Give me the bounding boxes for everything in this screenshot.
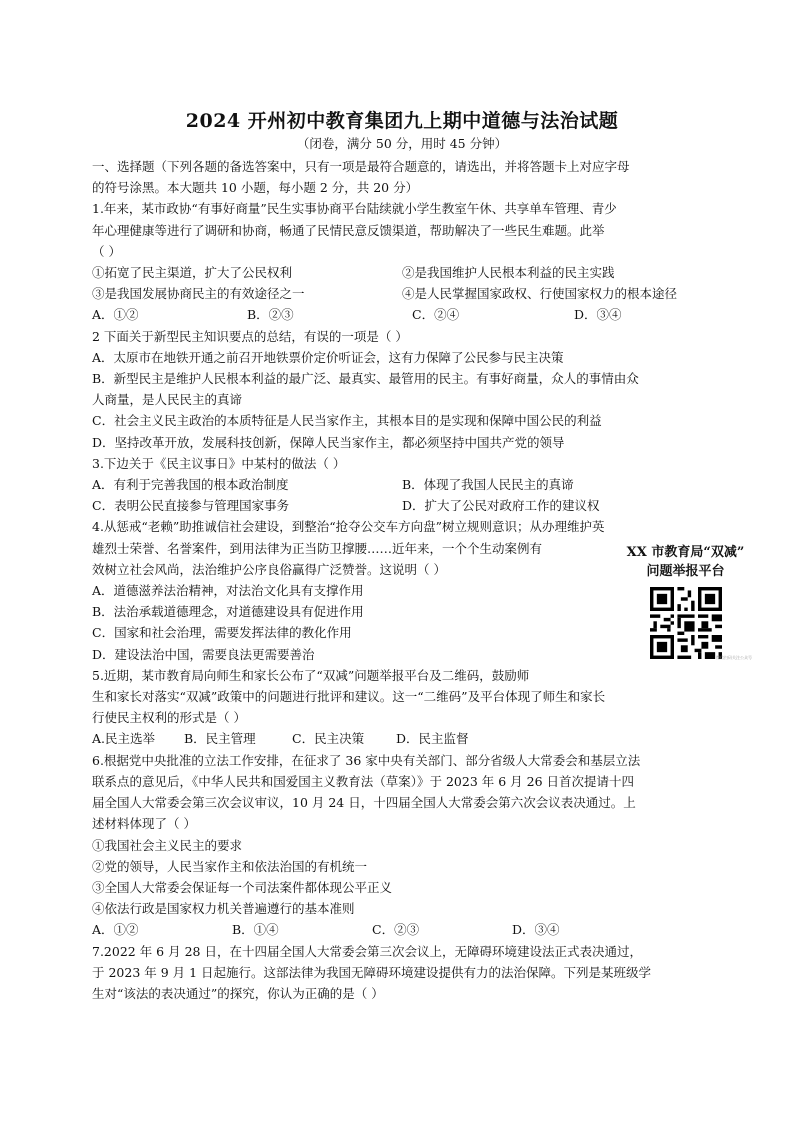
page-title: 2024 开州初中教育集团九上期中道德与法治试题 [185, 110, 619, 132]
question-1-statements [92, 262, 712, 283]
section-intro-line: 一、选择题（下列各题的备选答案中，只有一项是最符合题意的，请选出，并将答题卡上对应字母 [92, 159, 630, 174]
option-b-continued: 人商量，是人民民主的真谛 [92, 392, 243, 408]
question-6-stem: 届全国人大常委会第三次会议审议，10 月 24 日，十四届全国人大常委会第六次会议表决通过。上 [92, 795, 636, 811]
option-d: D．民主监督 [396, 731, 469, 747]
statement-3: ③是我国发展协商民主的有效途径之一 [92, 286, 305, 302]
question-7-stem: 生对“该法的表决通过”的探究，你认为正确的是（ ） [92, 985, 384, 1001]
question-1-stem: （ ） [92, 243, 121, 259]
option-d: D．建设法治中国，需要良法更需要善治 [92, 646, 315, 662]
qr-code-icon[interactable] [650, 587, 722, 659]
question-1-statements [92, 283, 712, 304]
statement-2: ②党的领导，人民当家作主和依法治国的有机统一 [92, 858, 368, 874]
question-4-stem: 4.从惩戒“老赖”助推诚信社会建设，到整治“抢夺公交车方向盘”树立规则意识；从办理维护英 [92, 519, 605, 535]
option-c: C．社会主义民主政治的本质特征是人民当家作主，其根本目的是实现和保障中国公民的利益 [92, 413, 602, 429]
option-a: A.民主选举 [92, 731, 156, 747]
question-5-stem: 生和家长对落实“双减”政策中的问题进行批评和建议。这一“二维码”及平台体现了师生和家长 [92, 689, 606, 705]
option-a: A．道德滋养法治精神，对法治文化具有支撑作用 [92, 583, 364, 599]
qr-caption: 问题举报平台 [646, 564, 725, 579]
question-4-stem: 效树立社会风尚，法治维护公序良俗赢得广泛赞誉。这说明（ ） [92, 561, 446, 577]
question-6-options [92, 919, 712, 940]
question-1-stem: 年心理健康等进行了调研和协商，畅通了民情民意反馈渠道，帮助解决了一些民生难题。此举 [92, 222, 605, 238]
question-4-stem: 雄烈士荣誉、名誉案件，到用法律为正当防卫撑腰……近年来，一个个生动案例有 [92, 540, 543, 556]
option-b: B．法治承载道德理念，对道德建设具有促进作用 [92, 604, 364, 620]
question-3-options [92, 474, 712, 495]
page-subtitle: （闭卷，满分 50 分，用时 45 分钟） [296, 136, 508, 151]
option-a: A．①② [92, 922, 139, 938]
option-a: A．太原市在地铁开通之前召开地铁票价定价听证会，这有力保障了公民参与民主决策 [92, 349, 564, 365]
statement-2: ②是我国维护人民根本利益的民主实践 [402, 265, 615, 281]
option-c: C．国家和社会治理，需要发挥法律的教化作用 [92, 625, 352, 641]
section-intro-line: 的符号涂黑。本大题共 10 小题，每小题 2 分，共 20 分） [92, 180, 419, 196]
question-5-options [92, 728, 712, 749]
question-6-stem: 6.根据党中央批准的立法工作安排，在征求了 36 家中央有关部门、部分省级人大常委会和基层立法 [92, 752, 641, 768]
statement-1: ①我国社会主义民主的要求 [92, 837, 243, 853]
qr-code-panel [618, 543, 753, 663]
option-c: C．表明公民直接参与管理国家事务 [92, 498, 290, 514]
question-5-stem: 5.近期，某市教育局向师生和家长公布了“双减”问题举报平台及二维码，鼓励师 [92, 667, 530, 683]
option-c: C．②④ [412, 307, 460, 323]
question-1-options [92, 304, 712, 325]
qr-footnote: 微信扫码关注公众号 [716, 655, 752, 660]
option-b: B．新型民主是维护人民根本利益的最广泛、最真实、最管用的民主。有事好商量，众人的事情由众 [92, 371, 639, 387]
option-d: D．坚持改革开放，发展科技创新，保障人民当家作主，都必须坚持中国共产党的领导 [92, 434, 565, 450]
question-6-stem: 述材料体现了（ ） [92, 816, 196, 832]
option-d: D．③④ [574, 307, 622, 323]
option-a: A．有利于完善我国的根本政治制度 [92, 477, 289, 493]
option-b: B．②③ [247, 307, 294, 323]
question-1-stem: 1.年来，某市政协“有事好商量”民生实事协商平台陆续就小学生教室午休、共享单车管理、青少 [92, 201, 617, 217]
statement-3: ③全国人大常委会保证每一个司法案件都体现公平正义 [92, 879, 393, 895]
statement-4: ④依法行政是国家权力机关普遍遵行的基本准则 [92, 901, 355, 917]
question-3-stem: 3.下边关于《民主议事日》中某村的做法（ ） [92, 455, 346, 471]
question-5-stem: 行使民主权利的形式是（ ） [92, 710, 246, 726]
option-d: D．③④ [512, 922, 560, 938]
option-b: B．民主管理 [184, 731, 256, 747]
option-b: B．体现了我国人民民主的真谛 [402, 477, 574, 493]
qr-caption: XX 市教育局“双减” [626, 545, 745, 560]
question-7-stem: 7.2022 年 6 月 28 日，在十四届全国人大常委会第三次会议上，无障碍环境建设法正式表决通过， [92, 943, 642, 959]
option-b: B．①④ [232, 922, 279, 938]
option-c: C．②③ [372, 922, 420, 938]
question-3-options [92, 495, 712, 516]
option-a: A．①② [92, 307, 139, 323]
statement-1: ①拓宽了民主渠道，扩大了公民权利 [92, 265, 293, 281]
question-6-stem: 联系点的意见后，《中华人民共和国爱国主义教育法（草案）》于 2023 年 6 月 26 日首次提请十四 [92, 773, 635, 789]
option-c: C．民主决策 [292, 731, 365, 747]
question-2-stem: 2 下面关于新型民主知识要点的总结，有误的一项是（ ） [92, 328, 408, 344]
statement-4: ④是人民掌握国家政权、行使国家权力的根本途径 [402, 286, 678, 302]
question-7-stem: 于 2023 年 9 月 1 日起施行。这部法律为我国无障碍环境建设提供有力的法治保障。下列是某班级学 [92, 964, 652, 980]
option-d: D．扩大了公民对政府工作的建议权 [402, 498, 600, 514]
